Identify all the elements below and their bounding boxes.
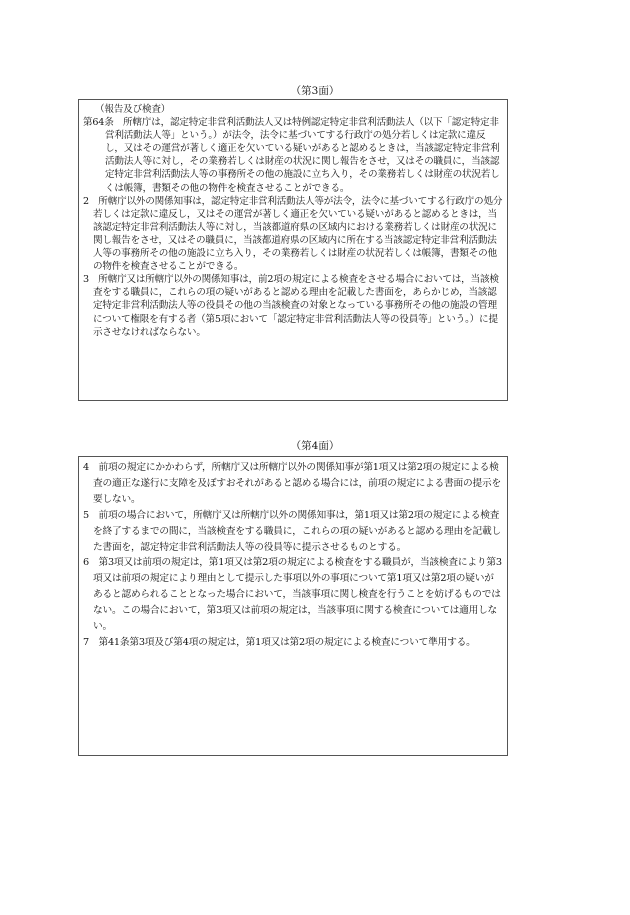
page-3-label: （第3面）: [290, 85, 340, 97]
paragraph-3: 3 所轄庁又は所轄庁以外の関係知事は，前2項の規定による検査をさせる場合においては，当該検査をする職員に，これらの項の疑いがあると認める理由を記載した書面を，あらかじめ，当該認定特定非営利活動法人等の役員その他の当該検査の対象となっている事務所その他の施設の管理について権限を有する者（第5項において「認定特定非営利活動法人等の役員等」という。）に提示させなければならない。: [83, 274, 499, 338]
paragraph-5: 5 前項の場合において，所轄庁又は所轄庁以外の関係知事は，第1項又は第2項の規定による検査を終了するまでの間に，当該検査をする職員に，これらの項の疑いがあると認める理由を記載した書面を，認定特定非営利活動法人等の役員等に提示させるものとする。: [83, 509, 501, 553]
paragraph-6: 6 第3項又は前項の規定は，第1項又は第2項の規定による検査をする職員が，当該検査により第3項又は前項の規定により理由として提示した事項以外の事項について第1項又は第2項の疑いがあると認められることとなった場合において，当該事項に関し検査を行うことを妨げるものではない。この場合において，第3項又は前項の規定は，当該事項に関する検査については適用しない。: [83, 557, 502, 633]
page-4-panel: [78, 456, 508, 756]
article-64-paragraph-1: [83, 116, 503, 195]
article-heading: （報告及び検査）: [95, 104, 171, 115]
paragraph-7: 7 第41条第3項及び第4項の規定は，第1項又は第2項の規定による検査について準用する。: [83, 636, 476, 648]
page-3-panel: [78, 99, 508, 401]
paragraph-4: 4 前項の規定にかかわらず，所轄庁又は所轄庁以外の関係知事が第1項又は第2項の規定による検査の適正な遂行に支障を及ぼすおそれがあると認める場合には，前項の規定による書面の提示を要しない。: [83, 462, 501, 505]
paragraph-1-text: 所轄庁は，認定特定非営利活動法人又は特例認定特定非営利活動法人（以下「認定特定非営利活動法人等」という。）が法令，法令に基づいてする行政庁の処分若しくは定款に違反し，又はその運営が著しく適正を欠いている疑いがあると認めるときは，当該認定特定非営利活動法人等に対し，その業務若しくは財産の状況に関し報告をさせ，又はその職員に，当該認定特定非営利活動法人等の事務所その他の施設に立ち入り，その業務若しくは財産の状況若しくは帳簿，書類その他の物件を検査させることができる。: [105, 117, 500, 194]
article-number: 第64条: [83, 117, 114, 129]
page-4-label: （第4面）: [290, 440, 340, 452]
paragraph-2: 2 所轄庁以外の関係知事は，認定特定非営利活動法人等が法令，法令に基づいてする行政庁の処分若しくは定款に違反し，又はその運営が著しく適正を欠いている疑いがあると認めるときは，当該認定特定非営利活動法人等に対し，当該都道府県の区域内における業務若しくは財産の状況に関し報告をさせ，又はその職員に，当該都道府県の区域内に所在する当該認定特定非営利活動法人等の事務所その他の施設に立ち入り，その業務若しくは財産の状況若しくは帳簿，書類その他の物件を検査させることができる。: [83, 195, 503, 273]
